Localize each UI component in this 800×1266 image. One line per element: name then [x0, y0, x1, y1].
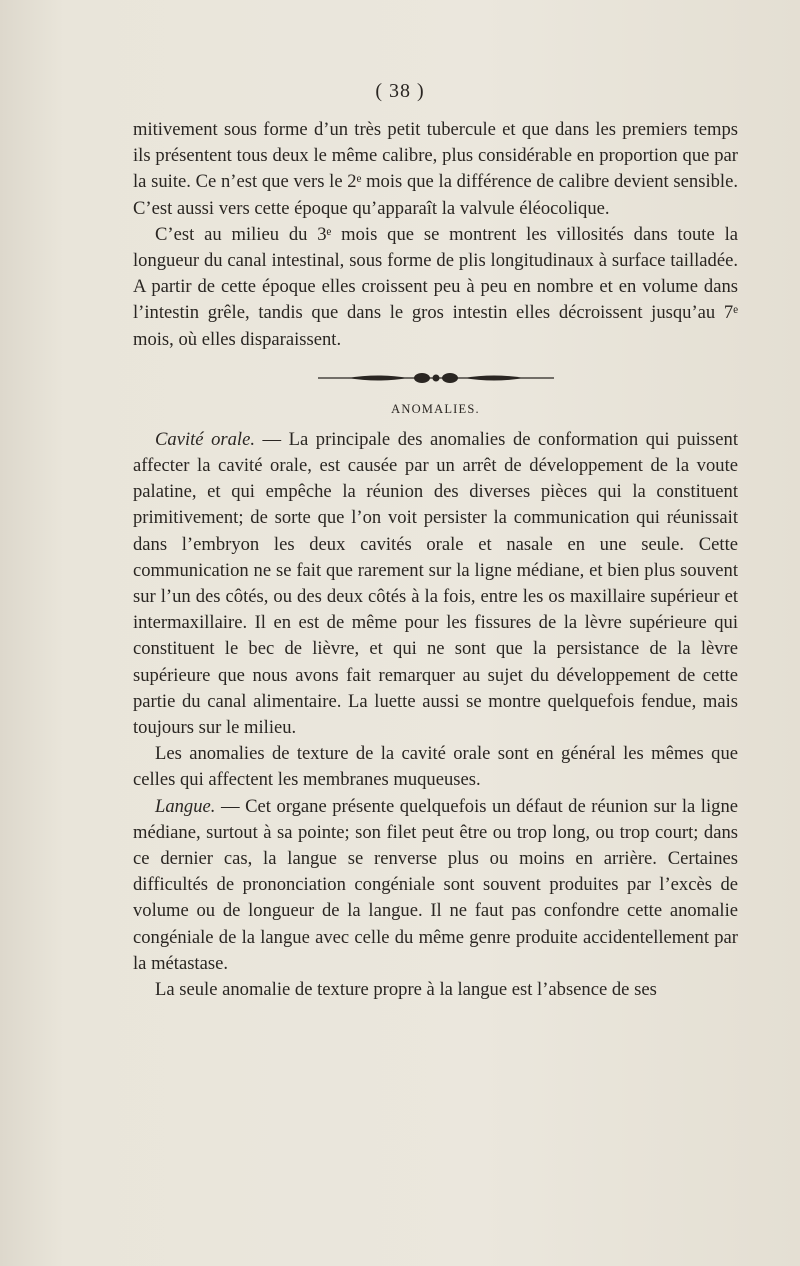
- paragraph-langue: [133, 794, 738, 977]
- paragraph-anomalies-texture: [133, 741, 738, 793]
- text-cavite-orale: — La principale des anomalies de conformation qui puissent affecter la cavité orale, est causée par un arrêt de développement de la voute palatine, et qui empêche la réunion des diverses pièces qui la constituent primitivement; de sorte que l’on voit persister la communication qui réunissait dans l’embryon les deux cavités orale et nasale en une seule. Cette communication ne se fait que rarement sur la ligne médiane, et bien plus souvent sur l’un des côtés, ou des deux côtés à la fois, entre les os maxillaire supérieur et intermaxillaire. Il en est de même pour les fissures de la lèvre supérieure qui constituent le bec de lièvre, et qui ne sont que la persistance de la lèvre supérieure que nous avons fait remarquer au sujet du développement de cette partie du canal alimentaire. La luette aussi se montre quelquefois fendue, mais toujours sur le milieu.: [133, 428, 738, 739]
- page-number: ( 38 ): [375, 80, 425, 102]
- text-langue: — Cet organe présente quelquefois un défaut de réunion sur la ligne médiane, surtout à sa pointe; son filet peut être ou trop long, ou trop court; dans ce dernier cas, la langue se renverse plus ou moins en arrière. Certaines difficultés de prononciation congéniale sont souvent produites par l’excès de volume ou de longueur de la langue. Il ne faut pas confondre cette anomalie congéniale de la langue avec celle du même genre produite accidentellement par la métastase.: [133, 795, 738, 974]
- heading-langue: Langue.: [155, 795, 216, 817]
- text-anomalies-texture: Les anomalies de texture de la cavité orale sont en général les mêmes que celles qui affectent les membranes muqueuses.: [133, 743, 738, 791]
- paragraph-villosites: C’est au milieu du 3ᵉ mois que se montrent les villosités dans toute la longueur du canal intestinal, sous forme de plis longitudinaux à surface tailladée. A partir de cette époque elles croissent peu à peu en nombre et en volume dans l’intestin grêle, tandis que dans le gros intestin elles décroissent jusqu’au 7ᵉ mois, où elles disparaissent.: [133, 223, 738, 350]
- page-body: [133, 117, 738, 1003]
- paragraph-cavite-orale: [133, 427, 738, 741]
- ornamental-divider: [318, 371, 554, 385]
- heading-cavite-orale: Cavité orale.: [155, 428, 255, 450]
- section-title: ANOMALIES.: [391, 401, 480, 416]
- text-texture-langue: La seule anomalie de texture propre à la langue est l’absence de ses: [155, 979, 657, 1001]
- paragraph-texture-langue: [133, 977, 738, 1003]
- paragraph-continuation: mitivement sous forme d’un très petit tubercule et que dans les premiers temps ils présentent tous deux le même calibre, plus considérable en proportion que par la suite. Ce n’est que vers le 2ᵉ mois que la différence de calibre devient sensible. C’est aussi vers cette époque qu’apparaît la valvule éléocolique.: [133, 119, 738, 219]
